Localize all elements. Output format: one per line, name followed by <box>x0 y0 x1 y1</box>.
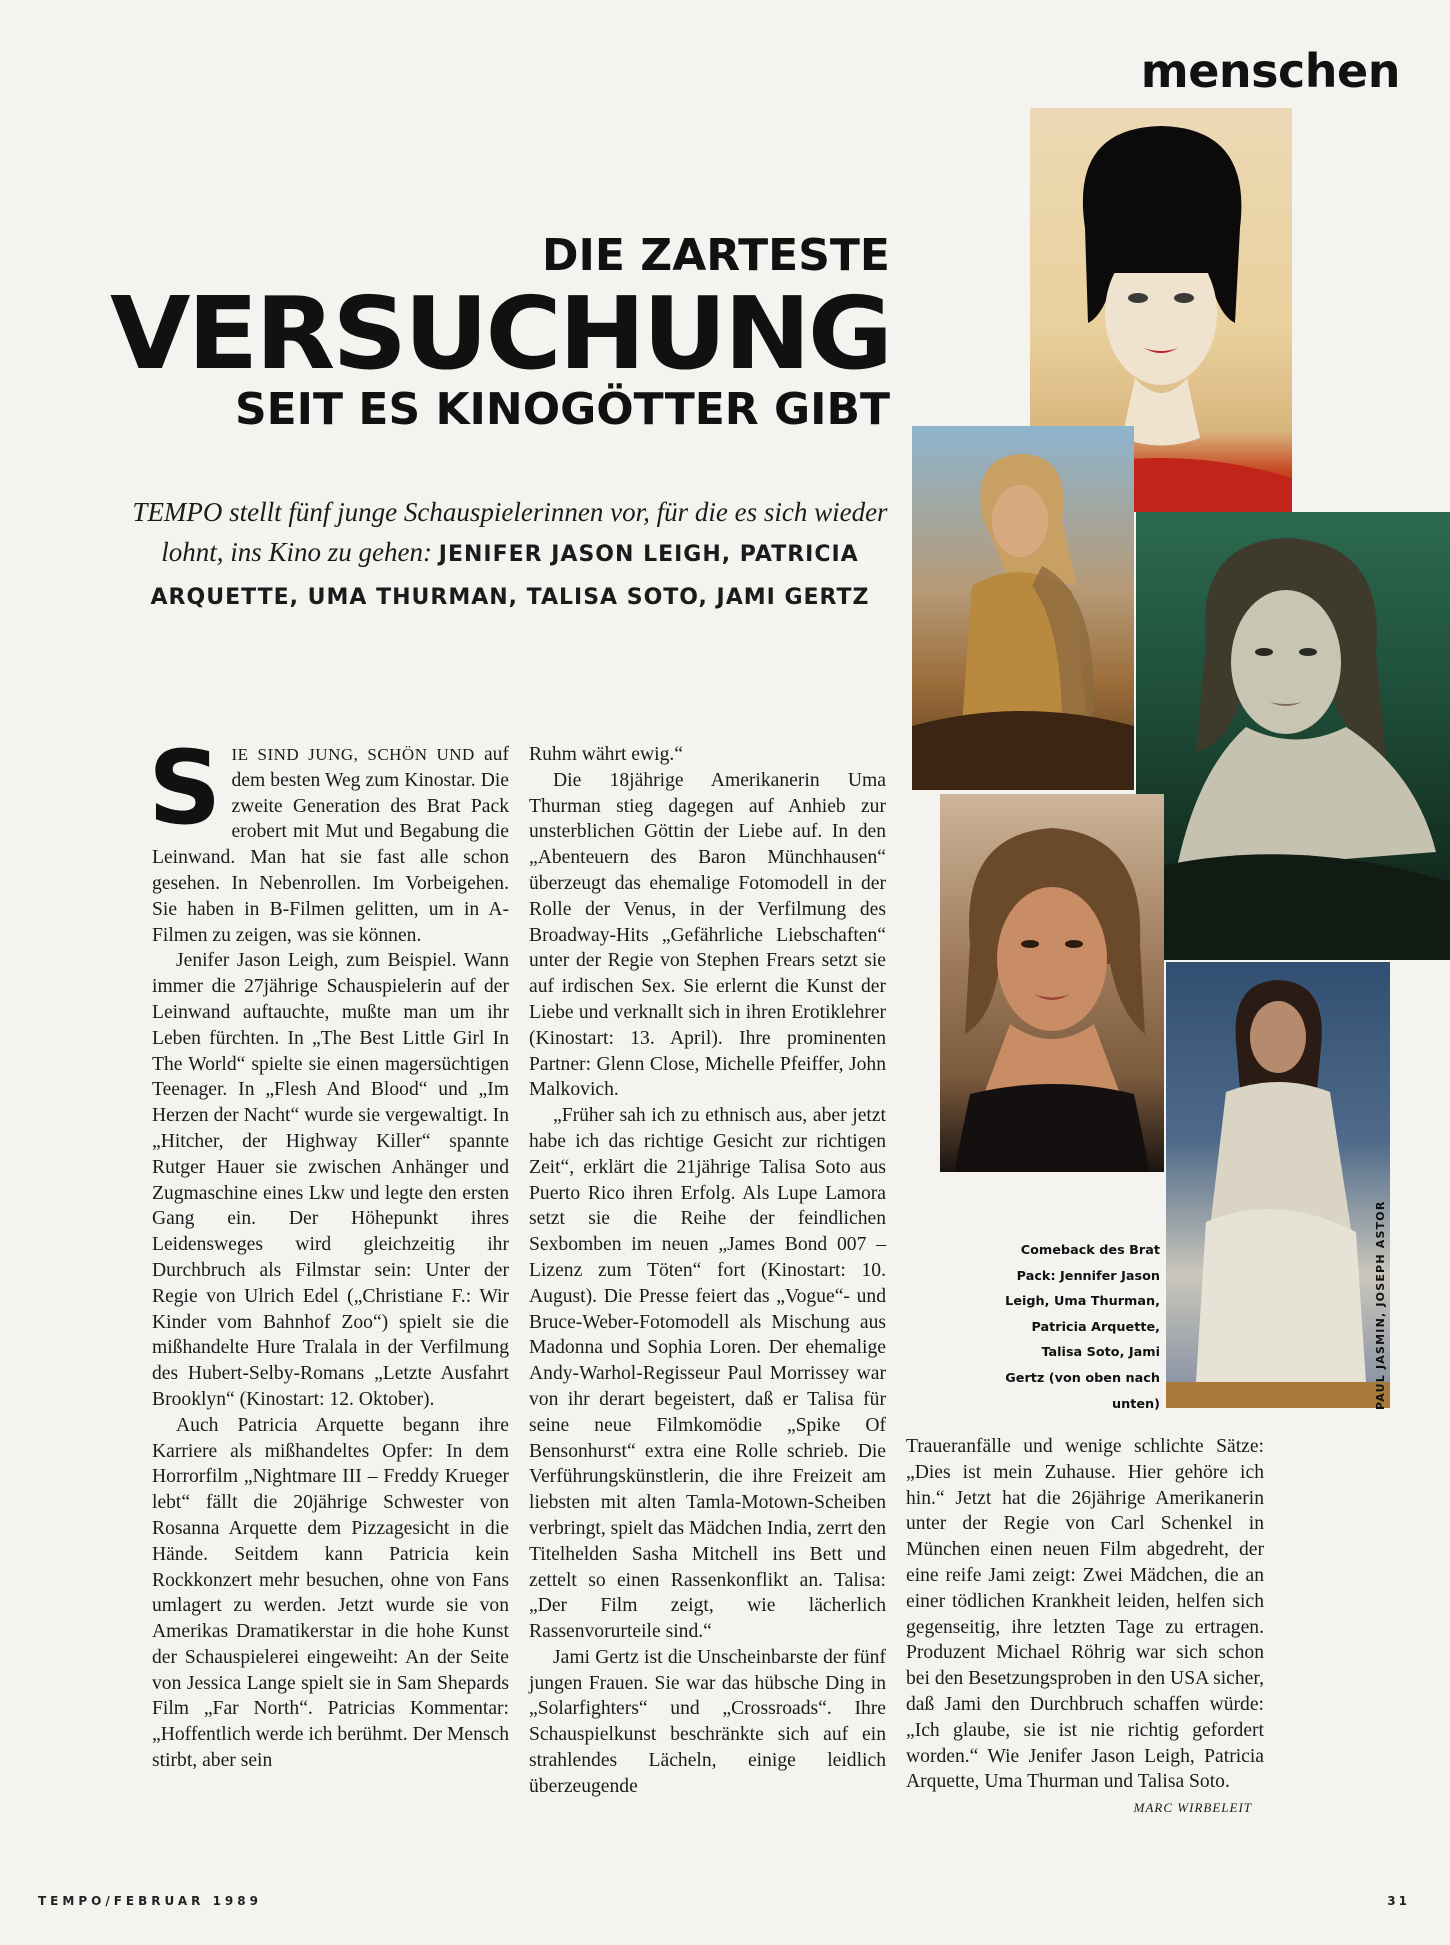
paragraph-text: auf dem besten Weg zum Kinostar. Die zweite Generation des Brat Pack erobert mit Mut und Begabung die Leinwand. Man hat sie fast alle schon gesehen. In Nebenrollen. Im Vorbeigehen. Sie haben in B-Filmen gelitten, um in A-Filmen zu zeigen, was sie können. <box>152 744 509 946</box>
portrait-photo-uma-thurman <box>912 426 1134 790</box>
portrait-illustration <box>912 426 1134 790</box>
intro-text <box>120 492 900 618</box>
footer-publication: TEMPO/FEBRUAR 1989 <box>38 1894 262 1908</box>
article-paragraph: Traueranfälle und wenige schlichte Sätze: „Dies ist mein Zuhause. Hier gehöre ich hin.“ Jetzt hat die 26jährige Amerikanerin unter der Regie von Carl Schenkel in München einen neuen Film abgedreht, der eine reife Jami zeigt: Zwei Mädchen, die an einer tödlichen Krankheit leiden, helfen sich gegenseitig, ihre letzten Tage zu ertragen. Produzent Michael Röhrig war sich schon bei den Besetzungsproben in den USA sicher, daß Jami den Durchbruch schaffen würde: „Ich glaube, sie ist nie richtig gefordert worden.“ Wie Jenifer Jason Leigh, Patricia Arquette, Uma Thurman und Talisa Soto. <box>906 1436 1264 1793</box>
portrait-photo-talisa-soto <box>940 794 1164 1172</box>
article-paragraph: Ruhm währt ewig.“ <box>529 744 683 765</box>
article-paragraph: Jenifer Jason Leigh, zum Beispiel. Wann immer die 27jährige Schauspielerin auf der Leinwand auftauchte, mußte man um ihr Leben fürchten. In „The Best Little Girl In The World“ spielte sie einen magersüchtigen Teenager. In „Flesh And Blood“ und „Im Herzen der Nacht“ wurde sie vergewaltigt. In „Hitcher, der Highway Killer“ spannte Rutger Hauer sie zwischen Anhänger und Zugmaschine eines Lkw und legte den ersten Gang ein. Der Höhepunkt ihres Leidensweges wird gleichzeitig ihr Durchbruch als Filmstar sein: Unter der Regie von Ulrich Edel („Christiane F.: Wir Kinder vom Bahnhof Zoo“) spielt sie die mißhandelte Hure Tralala in der Verfilmung des Hubert-Selby-Romans „Letzte Ausfahrt Brooklyn“ (Kinostart: 12. Oktober). <box>152 950 509 1410</box>
photo-credit: PAUL JASMIN, JOSEPH ASTOR <box>1374 1200 1387 1410</box>
portrait-photo-patricia-arquette <box>1136 512 1450 960</box>
photo-caption: Comeback des Brat Pack: Jennifer Jason Leigh, Uma Thurman, Patricia Arquette, Talisa Soto, Jami Gertz (von oben nach unten) <box>1005 1243 1160 1412</box>
headline-top: DIE ZARTESTE <box>542 230 890 281</box>
headline-bottom: SEIT ES KINOGÖTTER GIBT <box>234 384 890 435</box>
page-number: 31 <box>1387 1894 1410 1908</box>
article-paragraph: Auch Patricia Arquette begann ihre Karriere als mißhandeltes Opfer: In dem Horrorfilm „Nightmare III – Freddy Krueger lebt“ fällt die 20jährige Schwester von Rosanna Arquette dem Pizzagesicht in die Hände. Seitdem kann Patricia kein Rockkonzert mehr besuchen, ohne von Fans umlagert zu werden. Jetzt wurde sie von Amerikas Dramatikerstar in die hohe Kunst der Schauspielerei eingeweiht: An der Seite von Jessica Lange spielt sie in Sam Shepards Film „Far North“. Patricias Kommentar: „Hoffentlich werde ich berühmt. Der Mensch stirbt, aber sein <box>152 1414 509 1772</box>
article-paragraph: Die 18jährige Amerikanerin Uma Thurman stieg dagegen auf Anhieb zur unsterblichen Göttin der Liebe auf. In den „Abenteuern des Baron Münchhausen“ überzeugt das ehemalige Fotomodell in der Rolle der Venus, in der Verfilmung des Broadway-Hits „Gefährliche Liebschaften“ unter der Regie von Stephen Frears setzt sie auf irdischen Sex. Sie erlernt die Kunst der Liebe und verknallt sich in ihren Erotiklehrer (Kinostart: 13. April). Ihre prominenten Partner: Glenn Close, Michelle Pfeiffer, John Malkovich. <box>529 769 886 1101</box>
portrait-illustration <box>940 794 1164 1172</box>
opening-caps: IE SIND JUNG, SCHÖN UND <box>231 745 475 764</box>
headline-main: VERSUCHUNG <box>110 275 891 392</box>
portrait-photo-jami-gertz <box>1166 962 1390 1408</box>
dropcap: S <box>148 729 222 848</box>
author-signature: MARC WIRBELEIT <box>1133 1800 1252 1816</box>
portrait-illustration <box>1166 962 1390 1408</box>
article-column-3 <box>906 1434 1264 1821</box>
article-paragraph: Jami Gertz ist die Unscheinbarste der fünf jungen Frauen. Sie war das hübsche Ding in „Solarfighters“ und „Crossroads“. Ihre Schauspielkunst beschränkte sich auf ein strahlendes Lächeln, einige leidlich überzeugende <box>529 1646 886 1797</box>
portrait-illustration <box>1136 512 1450 960</box>
intro-names: JENIFER JASON LEIGH, PATRICIA ARQUETTE, UMA THURMAN, TALISA SOTO, JAMI GERTZ <box>150 542 870 610</box>
article-paragraph <box>148 729 509 948</box>
section-label: menschen <box>1140 44 1400 98</box>
article-column-2 <box>529 742 886 1800</box>
article-paragraph: „Früher sah ich zu ethnisch aus, aber jetzt habe ich das richtige Gesicht zur richtigen Zeit“, erklärt die 21jährige Talisa Soto aus Puerto Rico ihren Erfolg. Als Lupe Lamora setzt sie die Reihe der feindlichen Sexbomben im neuen „James Bond 007 – Lizenz zum Töten“ fort (Kinostart: 10. August). Die Presse feiert das „Vogue“- und Bruce-Weber-Fotomodell als Mischung aus Madonna und Sophia Loren. Der ehemalige Andy-Warhol-Regisseur Paul Morrissey war von ihr derart begeistert, daß er Talisa für seine neue Filmkomödie „Spike Of Bensonhurst“ extra eine Rolle schrieb. Die Verführungskünstlerin, die ihre Freizeit am liebsten mit alten Tamla-Motown-Scheiben verbringt, spielt das Mädchen India, zerrt den Titelhelden Sasha Mitchell ins Bett und zettelt so einen Rassenkonflikt an. Talisa: „Der Film zeigt, wie lächerlich Rassenvorurteile sind.“ <box>529 1105 886 1643</box>
intro-lead: TEMPO stellt fünf junge Schauspielerinnen vor, für die es sich wieder lohnt, ins Kino zu gehen: <box>132 497 888 567</box>
article-column-1 <box>148 729 509 1774</box>
